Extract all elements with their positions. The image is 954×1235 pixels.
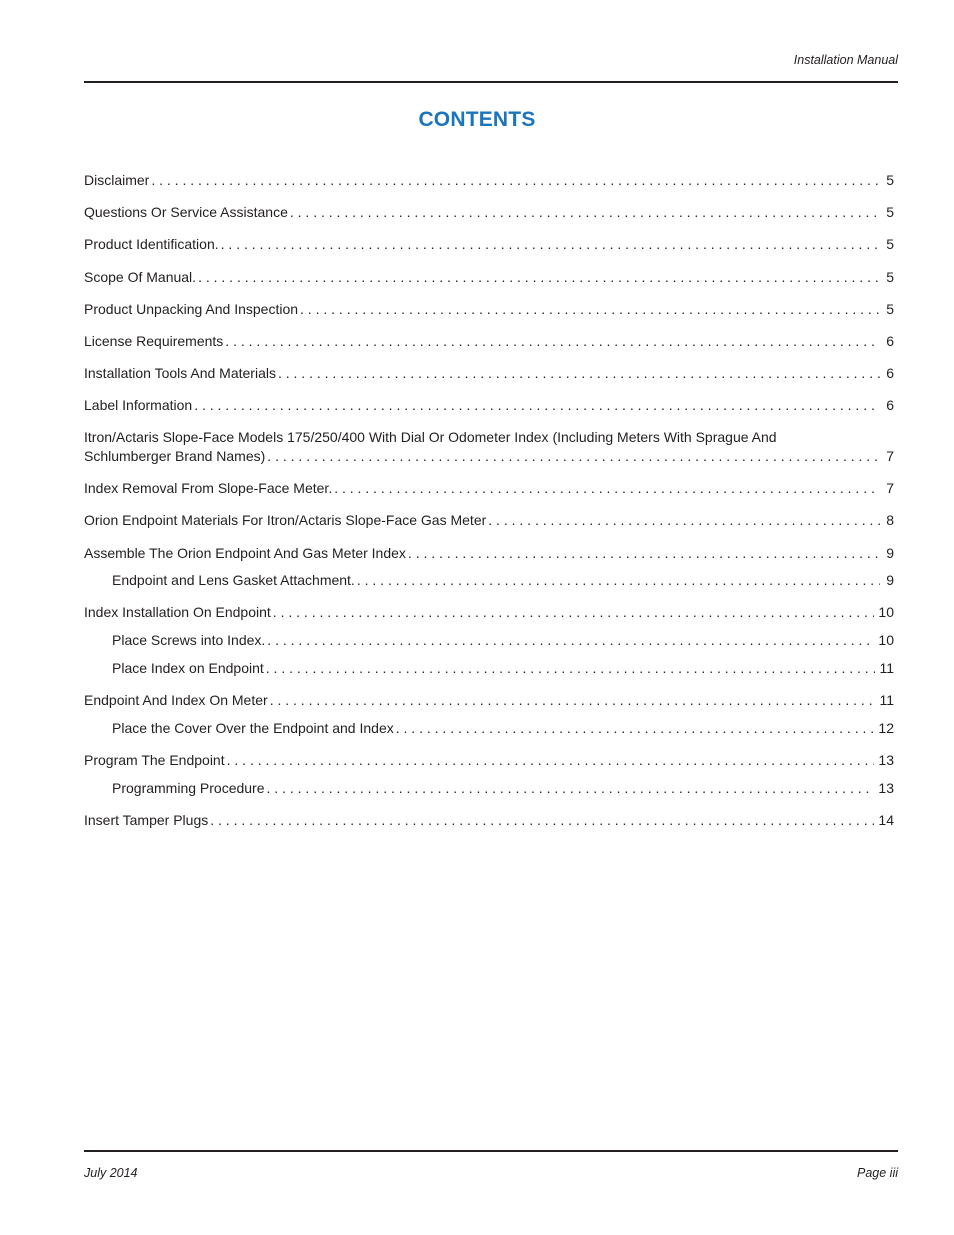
- footer-page-number: Page iii: [857, 1166, 898, 1180]
- toc-entry-label: Programming Procedure: [112, 780, 265, 796]
- dot-leader: [267, 447, 880, 466]
- dot-leader: [396, 719, 875, 738]
- toc-entry-page: 5: [886, 269, 894, 285]
- toc-entry-page: 10: [878, 604, 894, 620]
- toc-entry-label: Questions Or Service Assistance: [84, 204, 288, 220]
- toc-entry-page: 9: [886, 545, 894, 561]
- toc-entry-page: 11: [879, 660, 894, 676]
- dot-leader: [151, 171, 880, 190]
- toc-entry-disclaimer[interactable]: [84, 171, 894, 190]
- toc-entry-program-endpoint[interactable]: [84, 751, 894, 770]
- dot-leader: [278, 364, 880, 383]
- toc-entry-label: Label Information: [84, 397, 193, 413]
- toc-entry-label: Product Identification.: [84, 236, 219, 252]
- dot-leader: [290, 203, 880, 222]
- toc-entry-page: 12: [878, 720, 894, 736]
- dot-leader: [266, 659, 876, 678]
- toc-entry-label: Program The Endpoint: [84, 752, 225, 768]
- dot-leader: [225, 332, 880, 351]
- toc-entry-label: Orion Endpoint Materials For Itron/Actaris Slope-Face Gas Meter: [84, 512, 487, 528]
- toc-entry-page: 10: [878, 632, 894, 648]
- dot-leader: [198, 268, 880, 287]
- dot-leader: [227, 751, 875, 770]
- toc-subentry-place-cover[interactable]: [112, 719, 894, 738]
- toc-subentry-programming-procedure[interactable]: [112, 779, 894, 798]
- toc-subentry-lens-gasket[interactable]: [112, 571, 894, 590]
- toc-entry-index-removal[interactable]: [84, 479, 894, 498]
- toc-subentry-place-screws[interactable]: [112, 631, 894, 650]
- dot-leader: [273, 603, 875, 622]
- toc-entry-label: Place Screws into Index.: [112, 632, 266, 648]
- toc-entry-label: Index Installation On Endpoint: [84, 604, 271, 620]
- toc-entry-page: 7: [886, 448, 894, 464]
- toc-entry-label: Scope Of Manual.: [84, 269, 197, 285]
- toc-entry-page: 5: [886, 204, 894, 220]
- toc-entry-page: 6: [886, 397, 894, 413]
- toc-entry-tamper-plugs[interactable]: [84, 811, 894, 830]
- toc-entry-page: 11: [879, 692, 894, 708]
- toc-entry-page: 9: [886, 572, 894, 588]
- toc-entry-tools[interactable]: [84, 364, 894, 383]
- dot-leader: [408, 544, 880, 563]
- dot-leader: [488, 511, 880, 530]
- toc-entry-unpacking[interactable]: [84, 300, 894, 319]
- toc-entry-label: Insert Tamper Plugs: [84, 812, 209, 828]
- toc-entry-page: 13: [878, 780, 894, 796]
- toc-entry-scope[interactable]: [84, 268, 894, 287]
- toc-entry-label: Place Index on Endpoint: [112, 660, 264, 676]
- toc-entry-label: Index Removal From Slope-Face Meter.: [84, 480, 333, 496]
- toc-entry-label: Disclaimer: [84, 172, 150, 188]
- dot-leader: [267, 779, 875, 798]
- toc-subentry-place-index[interactable]: [112, 659, 894, 678]
- toc-entry-page: 5: [886, 301, 894, 317]
- toc-entry-label: Installation Tools And Materials: [84, 365, 276, 381]
- toc-entry-page: 6: [886, 365, 894, 381]
- dot-leader: [210, 811, 874, 830]
- toc-entry-label: Schlumberger Brand Names): [84, 448, 266, 464]
- toc-entry-page: 5: [886, 172, 894, 188]
- toc-entry-questions[interactable]: [84, 203, 894, 222]
- toc-entry-endpoint-materials[interactable]: [84, 511, 894, 530]
- toc-entry-page: 13: [878, 752, 894, 768]
- toc-entry-label: Place the Cover Over the Endpoint and Index: [112, 720, 394, 736]
- toc-entry-label: Assemble The Orion Endpoint And Gas Meter Index: [84, 545, 406, 561]
- header-rule: [84, 81, 898, 83]
- toc-entry-page: 5: [886, 236, 894, 252]
- running-header-title: Installation Manual: [793, 53, 898, 67]
- toc-entry-page: 7: [886, 480, 894, 496]
- toc-entry-label-line1: Itron/Actaris Slope-Face Models 175/250/400 With Dial Or Odometer Index (Including Meters With Sprague And: [84, 429, 777, 445]
- toc-entry-product-identification[interactable]: [84, 235, 894, 254]
- dot-leader: [334, 479, 880, 498]
- dot-leader: [194, 396, 880, 415]
- toc-entry-label: Endpoint And Index On Meter: [84, 692, 268, 708]
- toc-entry-label: Endpoint and Lens Gasket Attachment.: [112, 572, 355, 588]
- dot-leader: [300, 300, 880, 319]
- dot-leader: [267, 631, 874, 650]
- footer-date: July 2014: [84, 1166, 138, 1180]
- toc-entry-endpoint-on-meter[interactable]: [84, 691, 894, 710]
- toc-entry-label: License Requirements: [84, 333, 224, 349]
- toc-entry-label: Product Unpacking And Inspection: [84, 301, 299, 317]
- toc-entry-assemble[interactable]: [84, 544, 894, 563]
- toc-entry-page: 6: [886, 333, 894, 349]
- footer-rule: [84, 1150, 898, 1152]
- contents-title: CONTENTS: [418, 108, 536, 131]
- toc-entry-page: 8: [886, 512, 894, 528]
- dot-leader: [221, 235, 880, 254]
- toc-entry-page: 14: [878, 812, 894, 828]
- dot-leader: [357, 571, 880, 590]
- dot-leader: [270, 691, 876, 710]
- toc-entry-license[interactable]: [84, 332, 894, 351]
- toc-entry-slope-face-models[interactable]: [84, 428, 894, 466]
- toc-entry-label-information[interactable]: [84, 396, 894, 415]
- toc-entry-index-installation[interactable]: [84, 603, 894, 622]
